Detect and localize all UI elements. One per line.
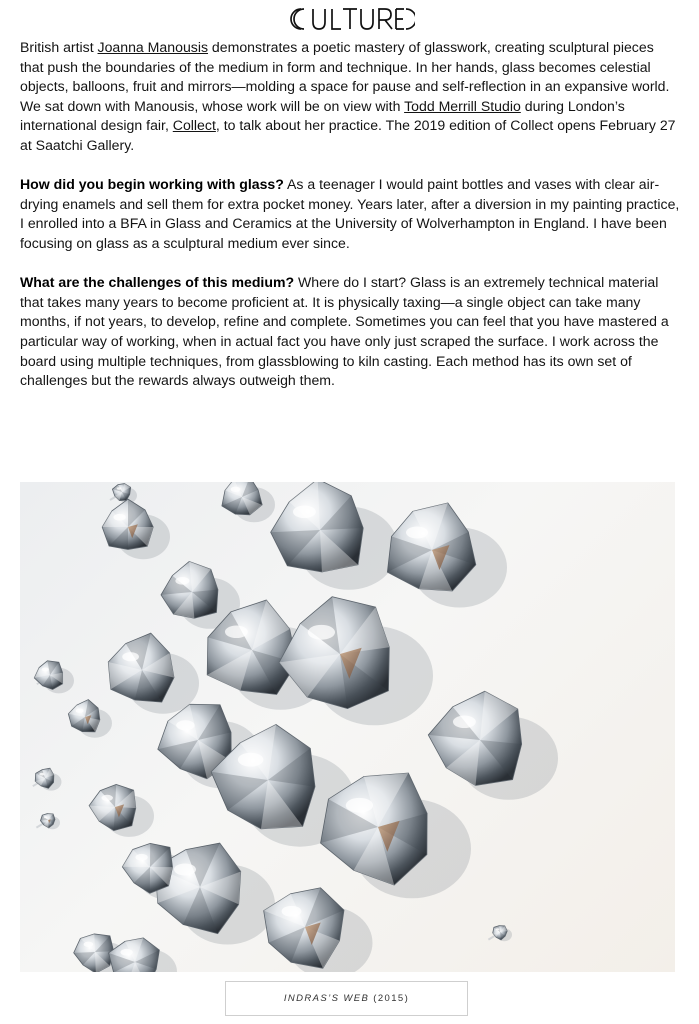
glass-gem: [271, 482, 364, 572]
intro-text: , to talk about her practice. The 2019 edition of Collect opens February 27 at Saatchi Gallery.: [20, 117, 676, 153]
glass-gem: [161, 561, 218, 618]
glass-gem: [108, 633, 174, 702]
question: What are the challenges of this medium?: [20, 274, 295, 291]
answer: Where do I start? Glass is an extremely technical material that takes many years to become proficient at. It is physically taxing—a single object can take many months, if not years, to develop, refine and complete. Sometimes you can feel that you have mastered a particular way of working, when in actual fact you have only just scraped the surface. I work across the board using multiple techniques, from glassblowing to kiln casting. Each method has its own set of challenges but the rewards always outweigh them.: [20, 274, 669, 389]
glass-gem: [89, 784, 136, 830]
question: How did you begin working with glass?: [20, 176, 284, 193]
intro-text: demonstrates a poetic mastery of glasswork, creating sculptural pieces that push the boundaries of the medium in form and technique. In her hands, glass becomes celestial objects, balloons, fruit and mirrors—molding a space for pause and self-reflection in an expansive world. We sat down with Manousis, whose work will be on view with: [20, 39, 670, 114]
glass-gem: [35, 768, 54, 788]
artist-link[interactable]: Joanna Manousis: [97, 39, 209, 55]
glass-gem: [387, 503, 475, 591]
glass-gem: [68, 700, 99, 732]
intro-text: during London’s international design fair,: [20, 97, 625, 134]
image-caption: [225, 981, 468, 1016]
intro-text: British artist: [20, 39, 98, 55]
answer: As a teenager I would paint bottles and vases with clear air-drying enamels and sell them for extra pocket money. Years later, after a diversion in my painting practice, I enrolled into a BFA in Glass and Ceramics at the University of Wolverhampton in England. I have been focusing on glass as a sculptural medium ever since.: [20, 176, 680, 251]
artwork-photo: [20, 482, 675, 972]
caption-title: INDRAS’S WEB: [283, 993, 370, 1004]
glass-gems-illustration: [20, 482, 675, 972]
cultured-logo-mark: [285, 5, 415, 33]
glass-gem: [34, 661, 62, 690]
glass-gem: [428, 691, 521, 785]
caption-year: (2015): [373, 993, 410, 1004]
glass-gem: [109, 938, 160, 972]
studio-link[interactable]: Todd Merrill Studio: [404, 97, 521, 114]
glass-gem: [102, 499, 153, 549]
fair-link[interactable]: Collect: [172, 117, 216, 134]
glass-gem: [222, 482, 262, 515]
qa-paragraph: [20, 273, 680, 391]
glass-gem: [122, 843, 172, 893]
glass-gem: [74, 934, 114, 972]
site-logo[interactable]: [0, 4, 699, 34]
article-body: [20, 38, 680, 410]
qa-paragraph: [20, 175, 680, 253]
intro-paragraph: [20, 38, 680, 156]
